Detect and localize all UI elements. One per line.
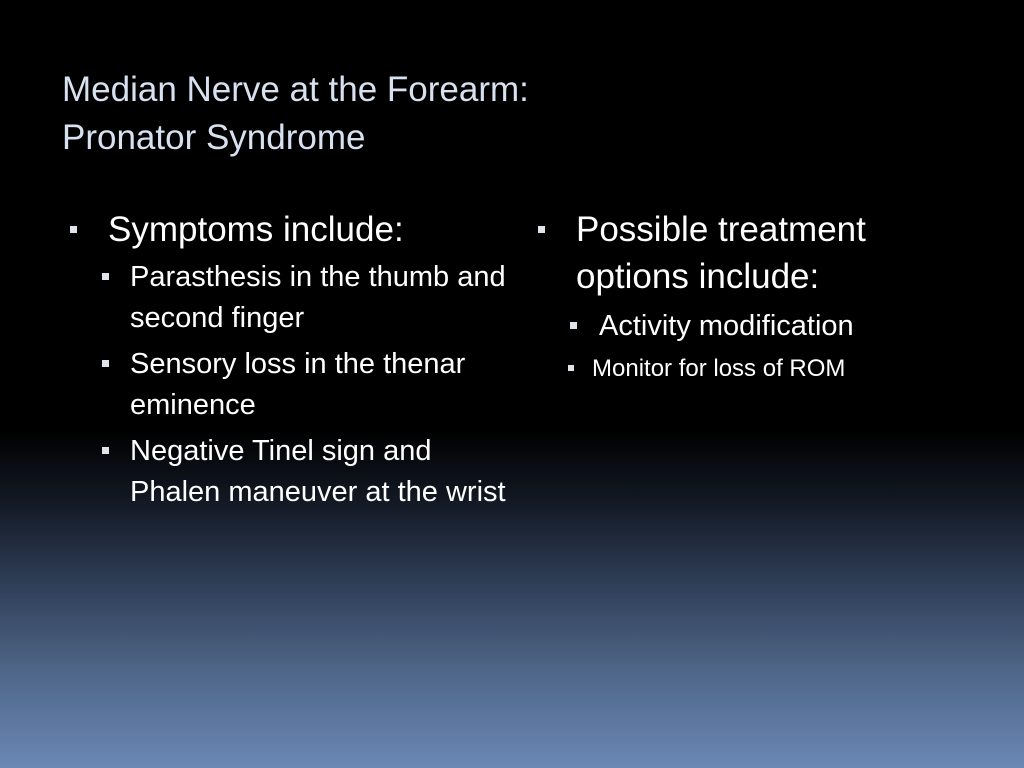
square-bullet-icon bbox=[102, 360, 109, 367]
left-column bbox=[68, 206, 508, 518]
symptom-text: Parasthesis in the thumb and second finger bbox=[130, 261, 506, 334]
treatment-text: Activity modification bbox=[599, 310, 854, 342]
title-line-2: Pronator Syndrome bbox=[62, 118, 366, 157]
square-bullet-icon bbox=[570, 322, 577, 329]
list-item bbox=[566, 352, 976, 386]
square-bullet-icon bbox=[70, 226, 77, 233]
list-item bbox=[100, 431, 508, 513]
symptoms-heading: Symptoms include: bbox=[108, 210, 404, 249]
square-bullet-icon bbox=[538, 226, 545, 233]
symptom-text: Negative Tinel sign and Phalen maneuver at the wrist bbox=[130, 435, 506, 508]
right-column bbox=[536, 206, 976, 386]
square-bullet-icon bbox=[102, 273, 109, 280]
treatment-heading: Possible treatment options include: bbox=[576, 210, 866, 296]
treatment-subtext: Monitor for loss of ROM bbox=[592, 355, 846, 382]
square-bullet-icon bbox=[102, 447, 109, 454]
list-item bbox=[568, 306, 976, 347]
bullet-treatment bbox=[536, 206, 976, 300]
list-item bbox=[100, 344, 508, 426]
slide-title bbox=[62, 66, 942, 162]
list-item bbox=[100, 257, 508, 339]
symptom-text: Sensory loss in the thenar eminence bbox=[130, 348, 466, 421]
bullet-symptoms bbox=[68, 206, 508, 253]
symptoms-list bbox=[68, 257, 508, 513]
square-bullet-icon bbox=[568, 365, 574, 371]
title-line-1: Median Nerve at the Forearm: bbox=[62, 70, 529, 109]
